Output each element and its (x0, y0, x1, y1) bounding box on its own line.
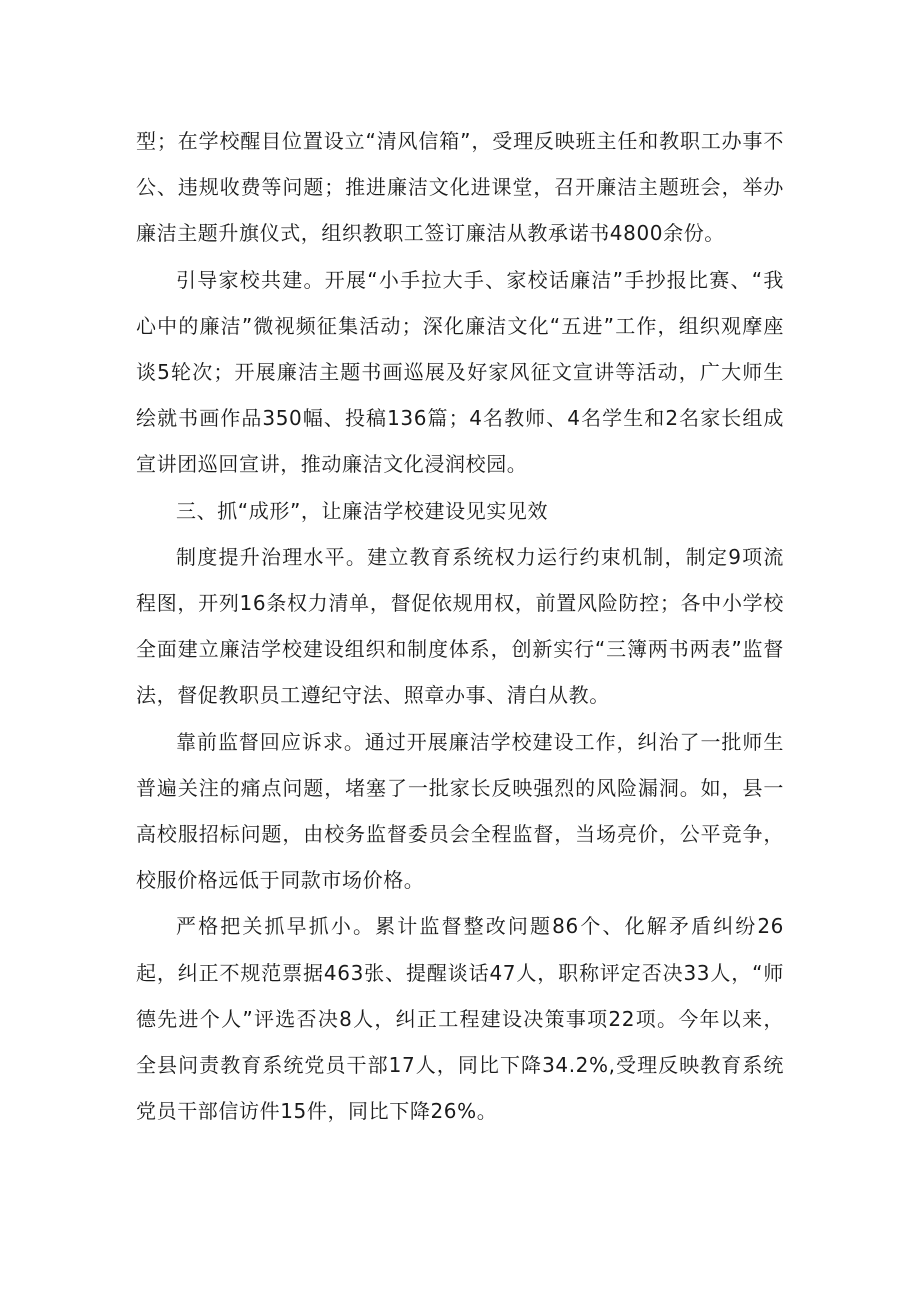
paragraph-1: 型；在学校醒目位置设立“清风信箱”，受理反映班主任和教职工办事不公、违规收费等问题；推进廉洁文化进课堂，召开廉洁主题班会，举办廉洁主题升旗仪式，组织教职工签订廉洁从教承诺书4800余份。 (136, 129, 784, 246)
paragraph-4: 制度提升治理水平。建立教育系统权力运行约束机制，制定9项流程图，开列16条权力清单，督促依规用权，前置风险防控；各中小学校全面建立廉洁学校建设组织和制度体系，创新实行“三簿两书两表”监督法，督促教职员工遵纪守法、照章办事、清白从教。 (136, 544, 785, 708)
paragraph-6: 严格把关抓早抓小。累计监督整改问题86个、化解矛盾纠纷26起，纠正不规范票据463张、提醒谈话47人，职称评定否决33人，“师德先进个人”评选否决8人，纠正工程建设决策事项22项。今年以来，全县问责教育系统党员干部17人，同比下降34.2%,受理反映教育系统党员干部信访件15件，同比下降26%。 (136, 914, 784, 1124)
paragraph-2: 引导家校共建。开展“小手拉大手、家校话廉洁”手抄报比赛、“我心中的廉洁”微视频征集活动；深化廉洁文化“五进”工作，组织观摩座谈5轮次；开展廉洁主题书画巡展及好家风征文宣讲等活动，广大师生绘就书画作品350幅、投稿136篇；4名教师、4名学生和2名家长组成宣讲团巡回宣讲，推动廉洁文化浸润校园。 (136, 267, 784, 477)
document-body (136, 118, 784, 1134)
paragraph-5: 靠前监督回应诉求。通过开展廉洁学校建设工作，纠治了一批师生普遍关注的痛点问题，堵塞了一批家长反映强烈的风险漏洞。如，县一高校服招标问题，由校务监督委员会全程监督，当场亮价，公平竞争，校服价格远低于同款市场价格。 (136, 729, 784, 893)
section-heading-3: 三、抓“成形”，让廉洁学校建设见实见效 (176, 498, 549, 523)
